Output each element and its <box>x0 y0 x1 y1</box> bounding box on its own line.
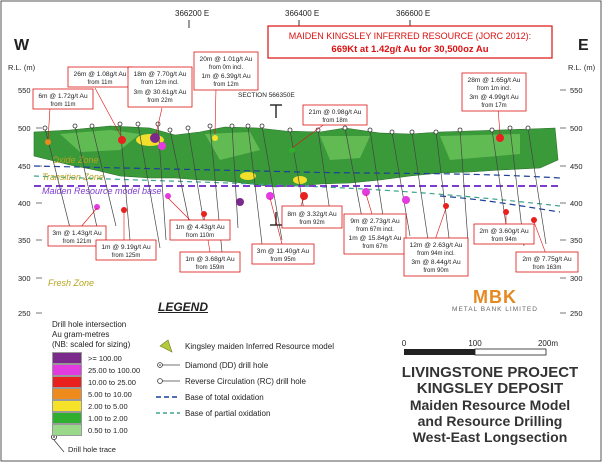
trace-legend-label: Drill hole trace <box>68 445 116 454</box>
rl-tick-400-right: 400 <box>570 199 583 208</box>
intercept-sub: from 18m <box>322 118 348 124</box>
intercept-sub: from 12m incl. <box>141 80 179 86</box>
rl-tick-550-right: 550 <box>570 86 583 95</box>
intercept-main: 9m @ 2.73g/t Au <box>350 218 400 225</box>
title-line-2: KINGSLEY DEPOSIT <box>416 380 564 397</box>
grade-label: >= 100.00 <box>88 353 122 363</box>
intercept-sub: from 11m <box>50 102 76 108</box>
rl-tick-300-right: 300 <box>570 274 583 283</box>
scale-label-0: 0 <box>401 339 407 348</box>
title-line-1: LIVINGSTONE PROJECT <box>401 364 579 381</box>
east-label: E <box>578 37 589 54</box>
legend-title: LEGEND <box>158 300 209 314</box>
title-line-4: and Resource Drilling <box>417 413 563 429</box>
grade-label: 5.00 to 10.00 <box>88 389 132 399</box>
intercept-sub: from 1m incl. <box>476 86 512 92</box>
headline-line1: MAIDEN KINGSLEY INFERRED RESOURCE (JORC 2012): <box>288 31 532 41</box>
rl-tick-250-right: 250 <box>570 309 583 318</box>
intercept-sub: from 11m <box>87 80 113 86</box>
grade-swatch <box>52 376 82 388</box>
rl-tick-350-right: 350 <box>570 236 583 245</box>
intercept-main: 26m @ 1.08g/t Au <box>73 71 127 78</box>
grade-row <box>52 400 128 412</box>
transition-zone-label: Transition Zone <box>42 172 104 182</box>
intercept-sub: from 94m <box>491 237 517 243</box>
intercept-main: 21m @ 0.98g/t Au <box>308 109 362 116</box>
intercept-main: 1m @ 15.84g/t Au <box>348 235 402 242</box>
title-line-5: West-East Longsection <box>412 429 568 445</box>
grade-row <box>52 364 140 376</box>
grade-label: 1.00 to 2.00 <box>88 413 128 423</box>
grade-swatch <box>52 364 82 376</box>
rl-tick-250-left: 250 <box>18 309 31 318</box>
grade-swatch <box>52 352 82 364</box>
grade-swatch <box>52 412 82 424</box>
headline-line2: 669Kt at 1.42g/t Au for 30,500oz Au <box>331 44 489 55</box>
grade-label: 25.00 to 100.00 <box>88 365 141 375</box>
intercept-sub: from 94m incl. <box>417 251 455 257</box>
intercept-main: 3m @ 4.99g/t Au <box>469 94 519 101</box>
intercept-main: 1m @ 6.39g/t Au <box>201 73 251 80</box>
intercept-main: 3m @ 8.44g/t Au <box>411 259 461 266</box>
intercept-sub: from 125m <box>111 253 141 259</box>
rl-tick-500-left: 500 <box>18 124 31 133</box>
intercept-main: 1m @ 9.19g/t Au <box>101 244 151 251</box>
company-logo-mark: MBK <box>473 287 517 307</box>
intercept-main: 3m @ 11.40g/t Au <box>256 248 310 255</box>
intercept-sub: from 163m <box>532 265 562 271</box>
easting-label-3: 366600 E <box>396 9 431 18</box>
grade-swatch <box>52 400 82 412</box>
rl-tick-500-right: 500 <box>570 124 583 133</box>
legend-item-rc-hole: Reverse Circulation (RC) drill hole <box>185 376 306 386</box>
intercept-main: 3m @ 30.61g/t Au <box>133 89 187 96</box>
rl-tick-550-left: 550 <box>18 86 31 95</box>
grade-row <box>52 412 128 424</box>
intercept-main: 2m @ 7.75g/t Au <box>522 256 572 263</box>
grade-row <box>52 424 128 436</box>
intercept-sub: from 110m <box>185 233 215 239</box>
legend-item-total-oxidation: Base of total oxidation <box>185 392 264 402</box>
intercept-sub: from 22m <box>147 98 173 104</box>
grade-swatch <box>52 388 82 400</box>
section-label: SECTION 566350E <box>238 92 295 99</box>
intercept-sub: from 90m <box>423 268 449 274</box>
intercept-main: 6m @ 1.72g/t Au <box>38 93 88 100</box>
easting-label-2: 366400 E <box>285 9 320 18</box>
intercept-sub: from 121m <box>62 239 92 245</box>
company-name: METAL BANK LIMITED <box>452 306 538 313</box>
resource-base-label: Maiden Resource model base <box>42 186 162 196</box>
intercept-main: 1m @ 3.68g/t Au <box>185 256 235 263</box>
intercept-sub: from 159m <box>195 265 225 271</box>
legend-item-resource-model: Kingsley maiden Inferred Resource model <box>185 341 334 351</box>
easting-label-1: 366200 E <box>175 9 210 18</box>
rl-label-left: R.L. (m) <box>8 63 36 72</box>
rl-tick-400-left: 400 <box>18 199 31 208</box>
title-block <box>400 365 580 457</box>
rl-tick-300-left: 300 <box>18 274 31 283</box>
intercept-main: 3m @ 1.43g/t Au <box>52 230 102 237</box>
intercept-sub: from 95m <box>270 257 296 263</box>
intercept-sub: from 0m incl. <box>208 65 244 71</box>
legend-item-dd-hole: Diamond (DD) drill hole <box>185 360 269 370</box>
intercept-main: 2m @ 3.60g/t Au <box>479 228 529 235</box>
intercept-main: 1m @ 4.43g/t Au <box>175 224 225 231</box>
intercept-main: 20m @ 1.01g/t Au <box>199 56 253 63</box>
scale-label-200: 200m <box>537 339 559 348</box>
intercept-sub: from 67m incl. <box>356 227 394 233</box>
fresh-zone-label: Fresh Zone <box>48 278 95 288</box>
grade-row <box>52 352 122 364</box>
title-line-3: Maiden Resource Model <box>409 397 571 413</box>
oxide-zone-label: Oxide Zone <box>52 155 99 165</box>
legend-heading-2: Au gram-metres <box>52 330 110 339</box>
intercept-main: 28m @ 1.65g/t Au <box>467 77 521 84</box>
grade-row <box>52 376 136 388</box>
legend-item-partial-oxidation: Base of partial oxidation <box>185 408 271 418</box>
legend-heading-3: (NB: scaled for sizing) <box>52 340 131 349</box>
grade-label: 10.00 to 25.00 <box>88 377 136 387</box>
intercept-sub: from 12m <box>213 82 239 88</box>
intercept-sub: from 67m <box>362 244 388 250</box>
intercept-sub: from 17m <box>481 103 507 109</box>
legend-heading-1: Drill hole intersection <box>52 320 127 329</box>
intercept-main: 8m @ 3.32g/t Au <box>287 211 337 218</box>
grade-label: 2.00 to 5.00 <box>88 401 128 411</box>
intercept-main: 12m @ 2.63g/t Au <box>409 242 463 249</box>
grade-label: 0.50 to 1.00 <box>88 425 128 435</box>
grade-swatch <box>52 424 82 436</box>
rl-tick-450-left: 450 <box>18 162 31 171</box>
company-logo <box>440 278 550 328</box>
rl-label-right: R.L. (m) <box>568 63 596 72</box>
legend-panel <box>40 300 400 460</box>
rl-tick-450-right: 450 <box>570 162 583 171</box>
intercept-main: 18m @ 7.70g/t Au <box>133 71 187 78</box>
intercept-sub: from 92m <box>299 220 325 226</box>
grade-row <box>52 388 132 400</box>
scale-label-100: 100 <box>468 339 482 348</box>
west-label: W <box>14 37 30 54</box>
rl-tick-350-left: 350 <box>18 236 31 245</box>
